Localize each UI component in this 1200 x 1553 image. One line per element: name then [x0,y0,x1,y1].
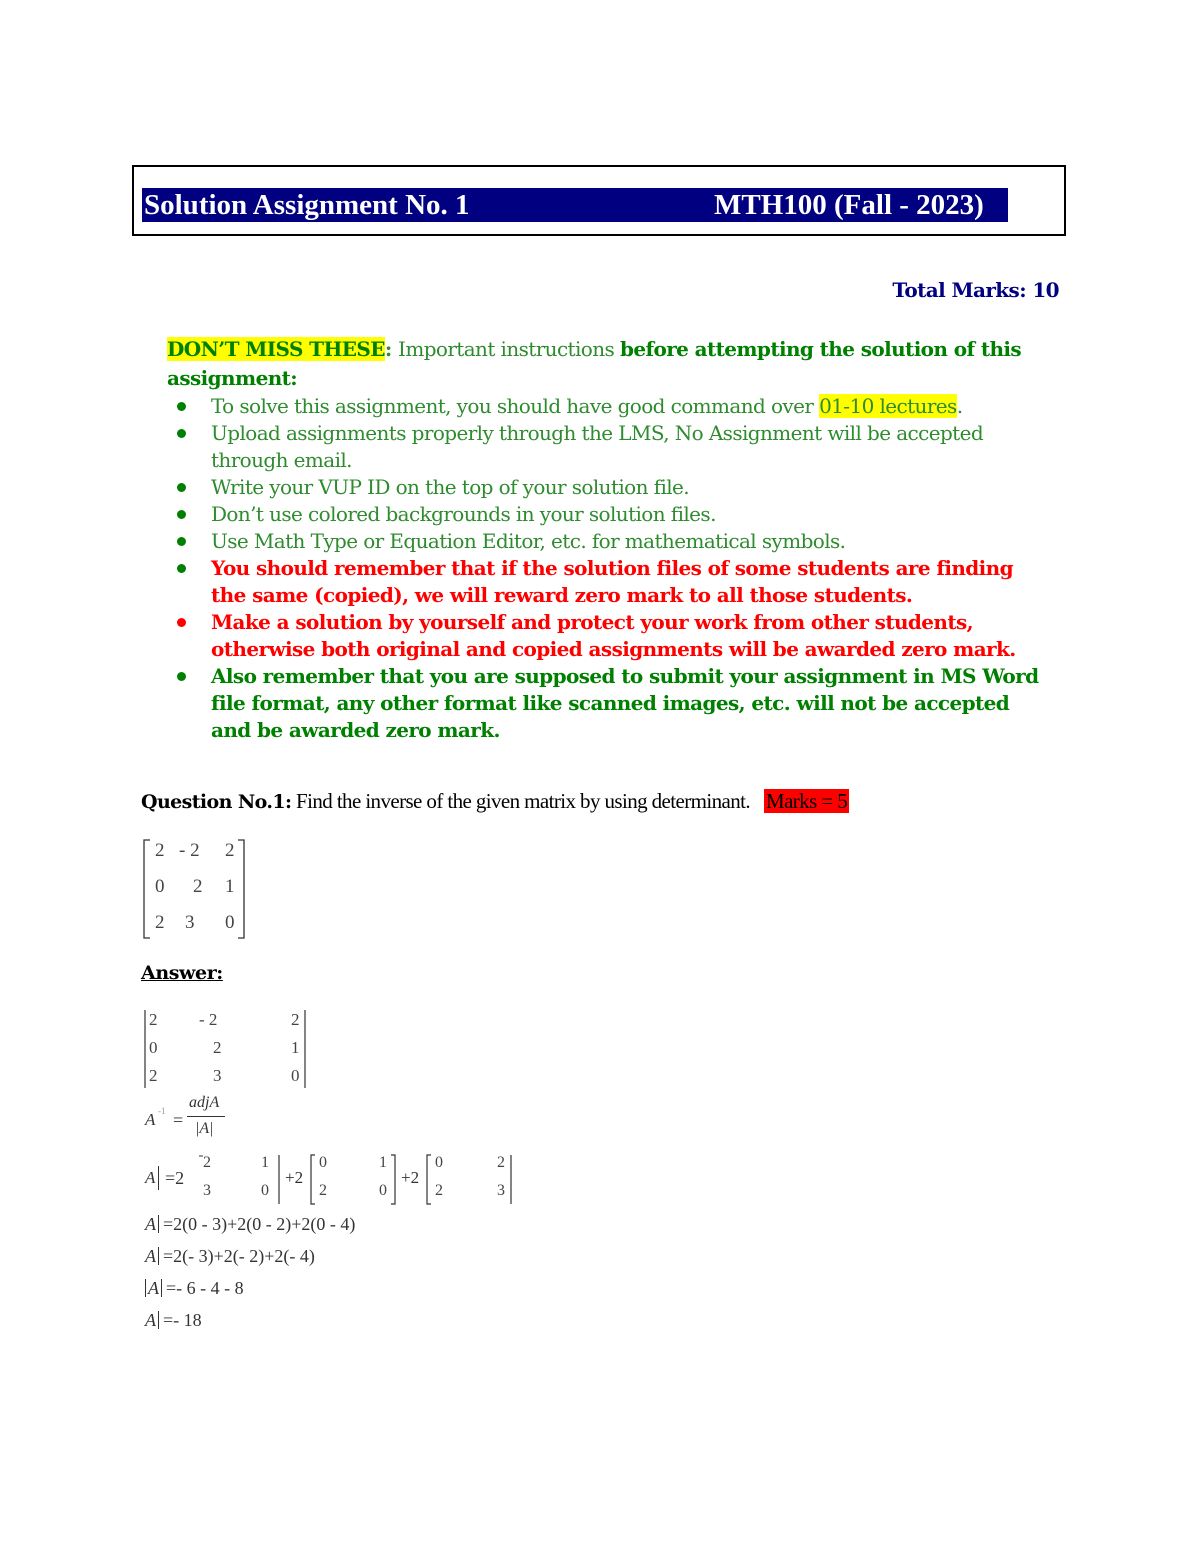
step-line [145,1214,355,1235]
list-item [167,474,1047,501]
instructions-lead [167,335,1047,393]
matrix-cell: 0 [379,1182,387,1199]
matrix-cell: 1 [379,1154,387,1171]
abs-bar [158,1215,159,1233]
question-1 [141,789,849,814]
list-item [167,609,1047,663]
formula-eq: = [173,1110,184,1130]
matrix-cell: 2 [213,1038,222,1057]
bullet-text: Don’t use colored backgrounds in your solution files. [211,502,716,526]
matrix-cell: 3 [213,1066,222,1085]
matrix-cell: 2 [225,840,235,861]
matrix-cell: 2 [155,912,165,933]
expansion-lhs: A [145,1168,156,1187]
matrix-cell: 2 [319,1182,327,1199]
list-item [167,555,1047,609]
matrix-cell: 3 [497,1182,505,1199]
abs-bar [161,1279,162,1297]
matrix-cell: 0 [291,1066,300,1085]
matrix-cell: 0 [319,1154,327,1171]
lead-bold: before attempting the solution of this assignment: [167,337,1022,390]
matrix-cell: 0 [225,912,235,933]
matrix-cell: 2 [435,1182,443,1199]
abs-a: A [145,1310,156,1330]
bullet-icon [177,618,186,627]
list-item [167,528,1047,555]
expansion-coef3: +2 [401,1168,420,1187]
step-text: =2(0 - 3)+2(0 - 2)+2(0 - 4) [163,1214,356,1234]
matrix-cell: 2 [497,1154,505,1171]
matrix-cell: 2 [291,1010,300,1029]
bullet-text: Also remember that you are supposed to submit your assignment in MS Word file format, any other format like scanned images, etc. will not be accepted and be awarded zero mark. [211,664,1039,742]
abs-bar [158,1247,159,1265]
list-item [167,663,1047,744]
fraction-line [187,1116,225,1117]
dont-miss-highlight: DON’T MISS THESE [167,337,385,361]
assignment-title: Solution Assignment No. 1 [144,189,470,221]
determinant-bars-icon [141,1008,311,1090]
bullet-text: You should remember that if the solution files of some students are finding the same (copied), we will reward zero mark to all those students. [211,556,1014,607]
bullet-icon [177,402,186,411]
list-item [167,420,1047,474]
bullet-text: Write your VUP ID on the top of your solution file. [211,475,690,499]
expansion-coef2: +2 [285,1168,304,1187]
matrix-cell: 0 [261,1182,269,1199]
bullet-icon [177,537,186,546]
formula-den: |A| [195,1120,214,1137]
matrix-cell: 3 [203,1182,211,1199]
bullet-icon [177,564,186,573]
bullet-icon [177,510,186,519]
matrix-cell: 2 [149,1066,158,1085]
lead-colon: : [384,337,399,361]
step-text: =2(- 3)+2(- 2)+2(- 4) [163,1246,315,1266]
list-item [167,501,1047,528]
step-line [145,1246,315,1267]
inverse-formula [141,1094,241,1150]
matrix-cell: 2 [203,1154,211,1171]
answer-determinant [141,1008,311,1090]
abs-a: A [145,1214,156,1234]
matrix-cell: 1 [291,1038,300,1057]
marks-badge: Marks = 5 [766,789,848,813]
answer-label: Answer: [141,962,223,984]
matrix-cell: 0 [435,1154,443,1171]
abs-bar [158,1311,159,1329]
bullet-icon [177,429,186,438]
matrix-cell: 2 [155,840,165,861]
title-box [132,165,1066,236]
step-line [145,1310,202,1331]
matrix-cell: 2 [193,876,203,897]
bullet-icon [177,483,186,492]
step-text: =- 6 - 4 - 8 [166,1278,244,1298]
instructions-list [167,393,1047,744]
question-text: Find the inverse of the given matrix by using determinant. [291,789,750,813]
expansion-bars-icon [141,1152,521,1208]
matrix-cell: - 2 [199,1010,218,1029]
bullet-text: To solve this assignment, you should have good command over [211,394,820,418]
bullet-text-end: . [956,394,963,418]
abs-a: A [148,1278,159,1298]
abs-a: A [145,1246,156,1266]
matrix-cell: - 2 [179,840,200,861]
matrix-cell: 3 [185,912,195,933]
course-title: MTH100 (Fall - 2023) [714,189,984,221]
formula-lhs: A [145,1110,156,1129]
abs-bar [145,1279,146,1297]
bullet-text: Upload assignments properly through the LMS, No Assignment will be accepted through email. [211,421,984,472]
matrix-cell: 0 [149,1038,158,1057]
bullet-text: Use Math Type or Equation Editor, etc. for mathematical symbols. [211,529,846,553]
expansion-coef1: =2 [165,1168,185,1188]
determinant-expansion [141,1152,521,1208]
question-label: Question No.1: [141,791,292,813]
matrix-cell: 1 [261,1154,269,1171]
list-item [167,393,1047,420]
bullet-icon [177,672,186,681]
formula-num: adjA [189,1094,220,1111]
title-bar [142,188,1008,222]
matrix-cell: 1 [225,876,235,897]
question-matrix [141,836,247,942]
formula-sup: -1 [158,1106,166,1116]
bullet-text: Make a solution by yourself and protect your work from other students, otherwise both original and copied assignments will be awarded zero mark. [211,610,1016,661]
matrix-cell: 2 [149,1010,158,1029]
lead-normal: Important instructions [398,337,620,361]
lectures-highlight: 01-10 lectures [819,394,957,418]
step-text: =- 18 [163,1310,202,1330]
matrix-cell: 0 [155,876,165,897]
instructions [167,335,1047,744]
total-marks: Total Marks: 10 [892,278,1059,302]
step-line [145,1278,244,1299]
